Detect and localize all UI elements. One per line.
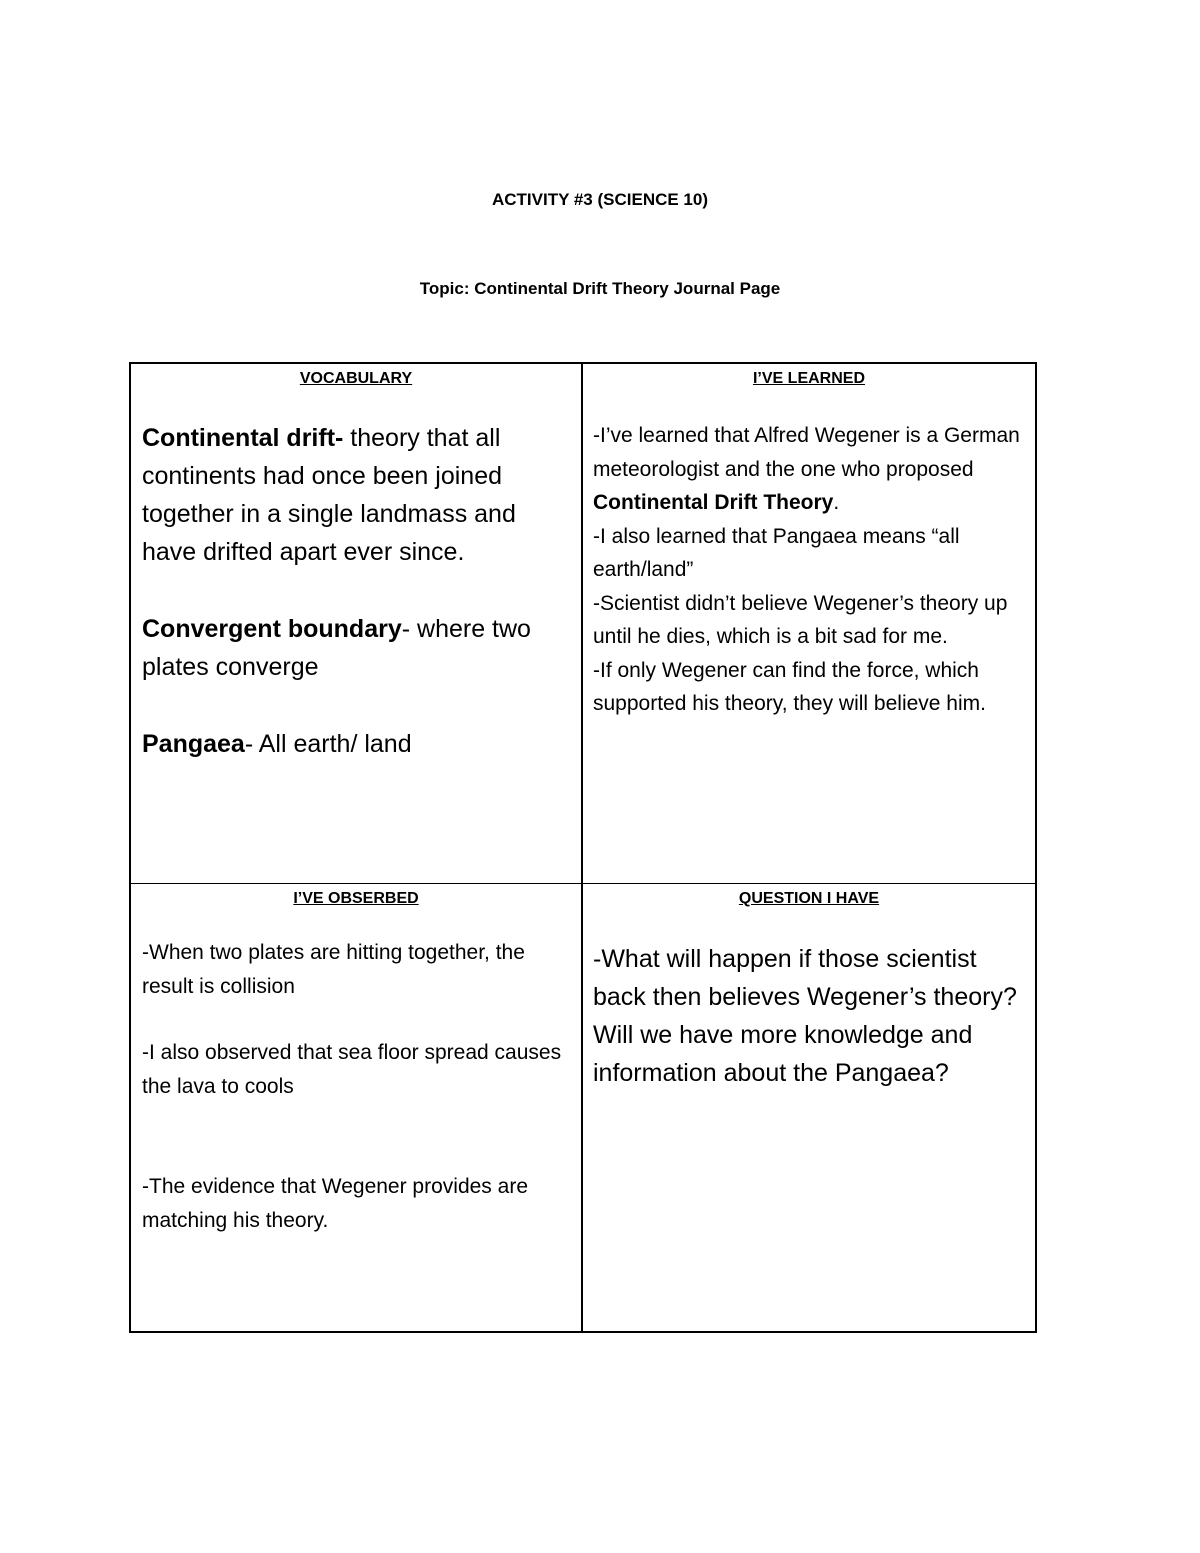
question-text: -What will happen if those scientist back then believes Wegener’s theory? Will we have more knowledge and information about the Pangaea? [593, 945, 1017, 1087]
learned-paragraph: -I also learned that Pangaea means “all earth/land” [593, 524, 960, 581]
learned-text: . [833, 491, 840, 514]
observed-item: -The evidence that Wegener provides are matching his theory. [142, 1175, 528, 1232]
learned-heading: I’VE LEARNED [752, 370, 865, 387]
vocab-item-continental-drift [142, 419, 573, 571]
observed-item: -I also observed that sea floor spread causes the lava to cools [142, 1041, 562, 1098]
learned-bold-text: Continental Drift Theory [593, 491, 834, 514]
vocabulary-cell [131, 364, 583, 884]
document-topic: Topic: Continental Drift Theory Journal Page [419, 279, 781, 298]
journal-table [129, 362, 1037, 1333]
vocabulary-body [142, 419, 573, 763]
learned-text: -I’ve learned that Alfred Wegener is a German meteorologist and the one who proposed [593, 424, 1020, 481]
observed-body [142, 936, 573, 1237]
question-heading: QUESTION I HAVE [738, 890, 880, 907]
learned-paragraph: -If only Wegener can find the force, which supported his theory, they will believe him. [593, 658, 986, 715]
vocab-definition: - where two plates converge [142, 615, 531, 681]
document-title: ACTIVITY #3 (SCIENCE 10) [491, 190, 709, 209]
observed-heading: I’VE OBSERBED [293, 890, 419, 907]
vocabulary-heading: VOCABULARY [299, 370, 413, 387]
vocab-item-convergent-boundary [142, 610, 573, 686]
vocab-term: Convergent boundary [142, 615, 402, 643]
learned-paragraph: -Scientist didn’t believe Wegener’s theory up until he dies, which is a bit sad for me. [593, 591, 1008, 648]
vocab-item-pangaea [142, 725, 573, 763]
vocab-definition: - All earth/ land [244, 730, 412, 758]
learned-body [593, 419, 1027, 721]
vocab-definition: theory that all continents had once been joined together in a single landmass and have drifted apart ever since. [142, 424, 516, 566]
question-body [593, 940, 1027, 1092]
vocab-term: Pangaea [142, 730, 245, 758]
vocab-term: Continental drift- [142, 424, 344, 452]
observed-cell [131, 884, 583, 1331]
learned-cell [583, 364, 1035, 884]
question-cell [583, 884, 1035, 1331]
observed-item: -When two plates are hitting together, the result is collision [142, 941, 525, 998]
learned-paragraph [593, 419, 1027, 520]
